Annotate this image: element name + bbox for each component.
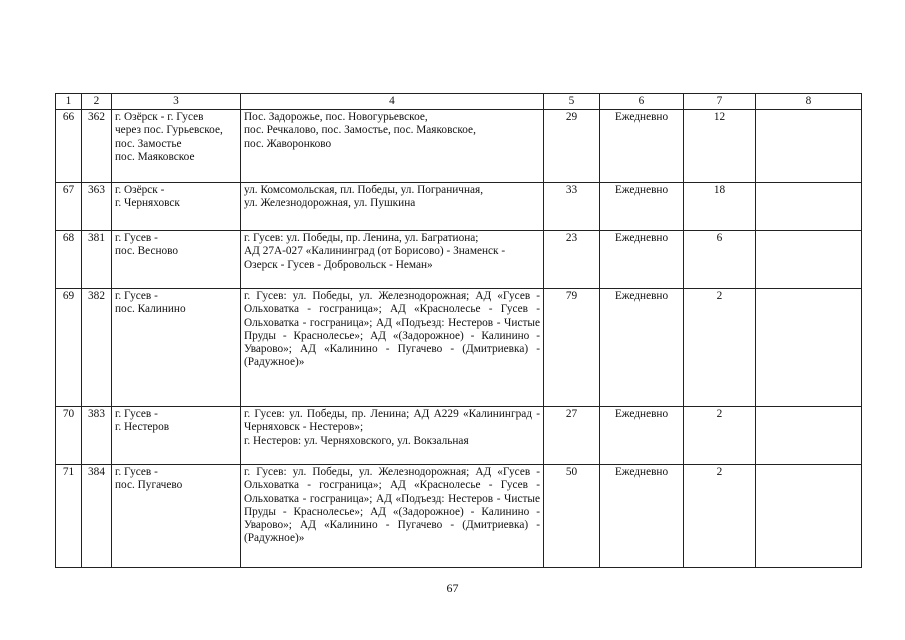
route-name: г. Гусев - пос. Пугачево [112, 465, 241, 568]
table-row [56, 183, 862, 231]
route-length: 29 [544, 110, 600, 183]
route-schedule: Ежедневно [600, 110, 684, 183]
header-col-4: 4 [241, 94, 544, 110]
row-number: 70 [56, 407, 82, 465]
row-number: 68 [56, 231, 82, 289]
route-schedule: Ежедневно [600, 231, 684, 289]
header-row [56, 94, 862, 110]
route-col8 [756, 110, 862, 183]
route-number: 362 [82, 110, 112, 183]
route-trips: 2 [684, 407, 756, 465]
route-schedule: Ежедневно [600, 465, 684, 568]
table-row [56, 289, 862, 407]
route-number: 383 [82, 407, 112, 465]
route-schedule: Ежедневно [600, 183, 684, 231]
table-row [56, 465, 862, 568]
header-col-7: 7 [684, 94, 756, 110]
route-number: 363 [82, 183, 112, 231]
page-number: 67 [446, 581, 459, 595]
route-length: 27 [544, 407, 600, 465]
table-row [56, 231, 862, 289]
route-schedule: Ежедневно [600, 407, 684, 465]
route-number: 382 [82, 289, 112, 407]
route-path: г. Гусев: ул. Победы, ул. Железнодорожная; АД «Гусев - Ольховатка - госграница»; АД «Краснолесье - Гусев - Ольховатка - госграница»; АД «Подъезд: Нестеров - Чистые Пруды - Краснолесье»; АД «(Задорожное) - Калинино - Уварово»; АД «Калинино - Пугачево - (Дмитриевка) - (Радужное)» [241, 465, 544, 568]
header-col-3: 3 [112, 94, 241, 110]
route-col8 [756, 407, 862, 465]
row-number: 67 [56, 183, 82, 231]
header-col-5: 5 [544, 94, 600, 110]
route-col8 [756, 231, 862, 289]
routes-table [55, 93, 862, 568]
route-length: 33 [544, 183, 600, 231]
header-col-6: 6 [600, 94, 684, 110]
header-col-2: 2 [82, 94, 112, 110]
header-col-1: 1 [56, 94, 82, 110]
table-row [56, 110, 862, 183]
route-name: г. Гусев - г. Нестеров [112, 407, 241, 465]
row-number: 66 [56, 110, 82, 183]
route-number: 381 [82, 231, 112, 289]
route-col8 [756, 183, 862, 231]
route-schedule: Ежедневно [600, 289, 684, 407]
route-path: Пос. Задорожье, пос. Новогурьевское, пос. Речкалово, пос. Замостье, пос. Маяковское, пос. Жаворонково [241, 110, 544, 183]
route-col8 [756, 289, 862, 407]
route-trips: 2 [684, 465, 756, 568]
route-name: г. Озёрск - г. Гусев через пос. Гурьевское, пос. Замостье пос. Маяковское [112, 110, 241, 183]
route-number: 384 [82, 465, 112, 568]
route-path: г. Гусев: ул. Победы, ул. Железнодорожная; АД «Гусев - Ольховатка - госграница»; АД «Краснолесье - Гусев - Ольховатка - госграница»; АД «Подъезд: Нестеров - Чистые Пруды - Краснолесье»; АД «(Задорожное) - Калинино - Уварово»; АД «Калинино - Пугачево - (Дмитриевка) - (Радужное)» [241, 289, 544, 407]
route-name: г. Гусев - пос. Весново [112, 231, 241, 289]
table-row [56, 407, 862, 465]
route-length: 79 [544, 289, 600, 407]
route-trips: 6 [684, 231, 756, 289]
header-col-8: 8 [756, 94, 862, 110]
route-trips: 12 [684, 110, 756, 183]
route-name: г. Гусев - пос. Калинино [112, 289, 241, 407]
row-number: 69 [56, 289, 82, 407]
route-path: ул. Комсомольская, пл. Победы, ул. Пограничная, ул. Железнодорожная, ул. Пушкина [241, 183, 544, 231]
route-trips: 18 [684, 183, 756, 231]
row-number: 71 [56, 465, 82, 568]
route-length: 23 [544, 231, 600, 289]
route-path: г. Гусев: ул. Победы, пр. Ленина; АД А229 «Калининград - Черняховск - Нестеров»; г. Нестеров: ул. Черняховского, ул. Вокзальная [241, 407, 544, 465]
route-name: г. Озёрск - г. Черняховск [112, 183, 241, 231]
route-path: г. Гусев: ул. Победы, пр. Ленина, ул. Багратиона; АД 27А-027 «Калининград (от Борисово) - Знаменск - Озерск - Гусев - Добровольск - Неман» [241, 231, 544, 289]
route-trips: 2 [684, 289, 756, 407]
route-length: 50 [544, 465, 600, 568]
route-col8 [756, 465, 862, 568]
